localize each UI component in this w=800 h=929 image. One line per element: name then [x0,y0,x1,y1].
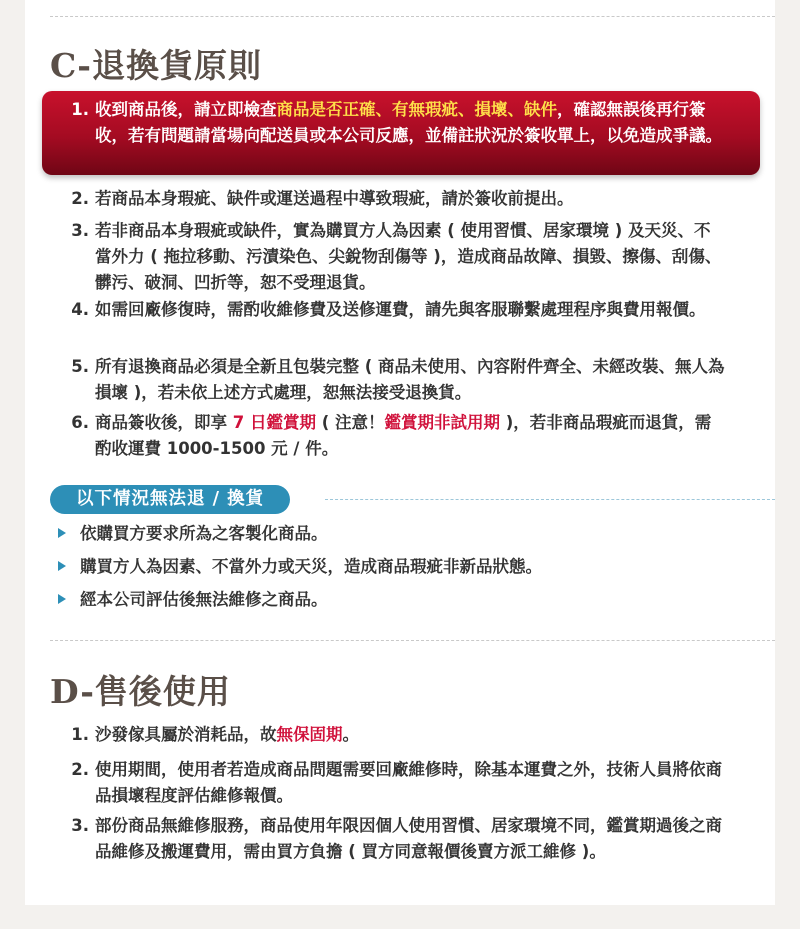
section-d-item-2 [65,757,725,809]
no-return-bullet-2 [58,555,542,579]
triangle-bullet-icon [58,561,66,571]
item-number: 1. [71,100,89,119]
section-c-item-2 [65,186,725,212]
item-number: 4. [71,300,89,319]
highlight-text: 7 日鑑賞期 [232,413,316,432]
section-d-item-3 [65,813,725,865]
no-return-bullet-3 [58,588,328,612]
bullet-text: 經本公司評估後無法維修之商品。 [80,590,328,609]
item-text: 沙發傢具屬於消耗品，故無保固期。 [95,725,359,744]
highlight-text: 無保固期 [276,725,343,744]
item-text: 商品簽收後，即享 7 日鑑賞期 ( 注意！鑑賞期非試用期 )，若非商品瑕疵而退貨，需酌收運費 1000-1500 元 / 件。 [95,413,712,458]
content-card [25,0,775,905]
section-d-title: D-售後使用 [50,672,231,711]
bullet-text: 依購買方要求所為之客製化商品。 [80,524,328,543]
divider-middle [50,640,775,641]
item-text: 若非商品本身瑕疵或缺件，實為購買方人為因素 ( 使用習慣、居家環境 ) 及天災、不當外力 ( 拖拉移動、污漬染色、尖銳物刮傷等 )，造成商品故障、損毀、擦傷、刮傷、髒污、破洞、凹折等，恕不受理退貨。 [95,221,722,292]
item-number: 1. [71,725,89,744]
item-number: 3. [71,221,89,240]
triangle-bullet-icon [58,528,66,538]
item-text: 所有退換商品必須是全新且包裝完整 ( 商品未使用、內容附件齊全、未經改裝、無人為損壞 )，若未依上述方式處理，恕無法接受退換貨。 [95,357,725,402]
item-text: 收到商品後，請立即檢查商品是否正確、有無瑕疵、損壞、缺件，確認無誤後再行簽收，若有問題請當場向配送員或本公司反應，並備註狀況於簽收單上，以免造成爭議。 [95,100,722,145]
item-text: 部份商品無維修服務，商品使用年限因個人使用習慣、居家環境不同，鑑賞期過後之商品維修及搬運費用，需由買方負擔 ( 買方同意報價後賣方派工維修 )。 [95,816,722,861]
item-number: 6. [71,413,89,432]
item-number: 2. [71,189,89,208]
highlight-text: 商品是否正確、有無瑕疵、損壞、缺件 [276,100,557,119]
highlight-text: 鑑賞期非試用期 [384,413,501,432]
item-number: 3. [71,816,89,835]
triangle-bullet-icon [58,594,66,604]
pill-divider [325,499,775,500]
section-c-item-6 [65,410,725,462]
section-c-item-4 [65,297,725,323]
item-text: 如需回廠修復時，需酌收維修費及送修運費，請先與客服聯繫處理程序與費用報價。 [95,300,706,319]
no-return-bullet-1 [58,522,328,546]
section-c-item-3 [65,218,725,296]
bullet-text: 購買方人為因素、不當外力或天災，造成商品瑕疵非新品狀態。 [80,557,542,576]
item-text: 若商品本身瑕疵、缺件或運送過程中導致瑕疵，請於簽收前提出。 [95,189,574,208]
section-c-item-5 [65,354,725,406]
item-number: 5. [71,357,89,376]
item-number: 2. [71,760,89,779]
item-text: 使用期間，使用者若造成商品問題需要回廠維修時，除基本運費之外，技術人員將依商品損壞程度評估維修報價。 [95,760,722,805]
section-c-item-1 [65,97,735,149]
section-c-title: C-退換貨原則 [50,46,262,85]
divider-top [50,16,775,17]
no-return-label: 以下情況無法退 / 換貨 [50,485,290,514]
section-d-item-1 [65,722,725,748]
